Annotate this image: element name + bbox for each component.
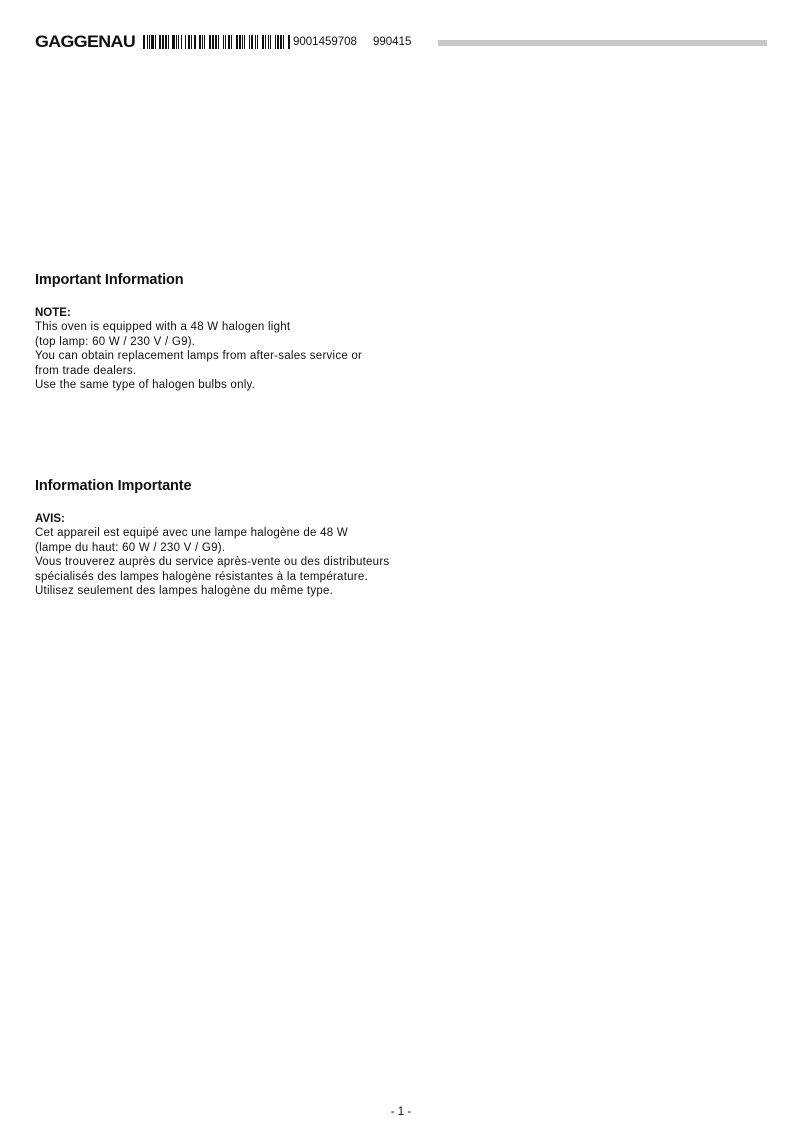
section-title: Information Importante: [35, 478, 192, 494]
avis-label: AVIS:: [35, 513, 65, 525]
document-date: 990415: [373, 36, 412, 48]
header-rule-divider: [438, 40, 767, 46]
body-line: (lampe du haut: 60 W / 230 V / G9).: [35, 541, 226, 554]
body-line: Vous trouverez auprès du service après-vente ou des distributeurs: [35, 556, 390, 568]
body-line: Use the same type of halogen bulbs only.: [35, 379, 256, 391]
body-line: from trade dealers.: [35, 364, 137, 377]
gaggenau-logo: GAGGENAU: [35, 32, 136, 51]
document-header: [0, 0, 802, 60]
body-line: Utilisez seulement des lampes halogène du même type.: [35, 585, 334, 597]
body-line: spécialisés des lampes halogène résistantes à la température.: [35, 570, 368, 583]
document-number: 9001459708: [293, 36, 357, 48]
body-line: This oven is equipped with a 48 W halogen light: [35, 321, 291, 333]
body-line: You can obtain replacement lamps from after-sales service or: [35, 350, 363, 362]
section-information-importante: [35, 477, 495, 599]
body-line: (top lamp: 60 W / 230 V / G9).: [35, 335, 196, 348]
body-line: Cet appareil est equipé avec une lampe halogène de 48 W: [35, 527, 348, 539]
page-number: - 1 -: [390, 1106, 412, 1118]
section-title: Important Information: [35, 272, 184, 288]
note-label: NOTE:: [35, 307, 71, 319]
section-important-information: [35, 271, 495, 393]
barcode-icon: [143, 35, 293, 49]
